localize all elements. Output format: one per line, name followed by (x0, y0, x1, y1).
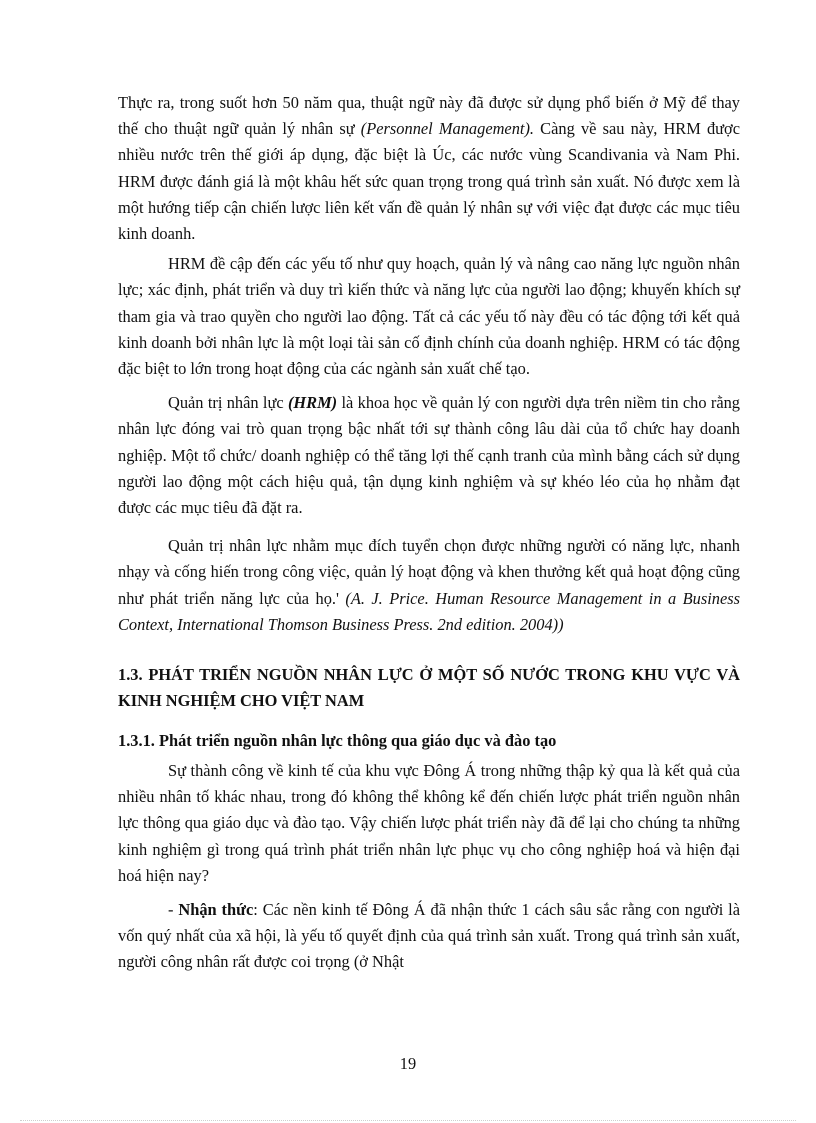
page-bottom-rule (20, 1120, 796, 1121)
subsection-heading: 1.3.1. Phát triển nguồn nhân lực thông qua giáo dục và đào tạo (118, 731, 557, 751)
document-page (118, 90, 740, 976)
paragraph-3-text-a: Quản trị nhân lực (168, 393, 288, 413)
paragraph-1-italic-term: (Personnel Management). (360, 119, 535, 139)
paragraph-2: HRM đề cập đến các yếu tố như quy hoạch, quản lý và nâng cao năng lực nguồn nhân lực; xác định, phát triển và duy trì kiến thức và năng lực của người lao động; khuyến khích sự tham gia và trao quyền cho người lao động. Tất cả các yếu tố này đều có tác động tới kết quả kinh doanh bởi nhân lực là một loại tài sản cố định chính của doanh nghiệp. HRM có tác động đặc biệt to lớn trong hoạt động của các ngành sản xuất chế tạo. (118, 254, 740, 379)
paragraph-3 (118, 390, 740, 521)
paragraph-4 (118, 533, 740, 638)
paragraph-4-citation: (A. J. Price. Human Resource Management in a Business Context, International Thomson Business Press. 2nd edition. 2004)) (118, 588, 740, 634)
paragraph-1-text-b: Càng về sau này, HRM được nhiều nước trên thế giới áp dụng, đặc biệt là Úc, các nước vùng Scandivania và Nam Phi. HRM được đánh giá là một khâu hết sức quan trọng trong quá trình sản xuất. Nó được xem là một hướng tiếp cận chiến lược liên kết vấn đề quản lý nhân sự với việc đạt được các mục tiêu kinh doanh. (118, 119, 740, 244)
paragraph-1-text-a: Thực ra, trong suốt hơn 50 năm qua, thuật ngữ này đã được sử dụng phổ biến ở Mỹ để thay thế cho thuật ngữ quản lý nhân sự (118, 93, 740, 139)
paragraph-6-text: : Các nền kinh tế Đông Á đã nhận thức 1 cách sâu sắc rằng con người là vốn quý nhất của xã hội, là yếu tố quyết định của quá trình sản xuất. Trong quá trình sản xuất, người công nhân rất được coi trọng (ở Nhật (118, 900, 740, 972)
paragraph-5: Sự thành công về kinh tế của khu vực Đông Á trong những thập kỷ qua là kết quả của nhiều nhân tố khác nhau, trong đó không thể không kể đến chiến lược phát triển nguồn nhân lực thông qua giáo dục và đào tạo. Vậy chiến lược phát triển này đã để lại cho chúng ta những kinh nghiệm gì trong quá trình phát triển nhân lực phục vụ cho công nghiệp hoá và hiện đại hoá hiện nay? (118, 761, 740, 885)
paragraph-6 (118, 897, 740, 976)
page-number: 19 (399, 1054, 417, 1073)
paragraph-3-text-b: là khoa học về quản lý con người dựa trên niềm tin cho rằng nhân lực đóng vai trò quan trọng bậc nhất tới sự thành công lâu dài của tổ chức hay doanh nghiệp. Một tổ chức/ doanh nghiệp có thể tăng lợi thế cạnh tranh của mình bằng cách sử dụng người lao động một cách hiệu quả, tận dụng kinh nghiệm và sự khéo léo của họ nhằm đạt được các mục tiêu đã đặt ra. (118, 393, 740, 518)
paragraph-6-bold-term: Nhận thức (178, 900, 254, 920)
section-heading: 1.3. PHÁT TRIỂN NGUỒN NHÂN LỰC Ở MỘT SỐ NƯỚC TRONG KHU VỰC VÀ KINH NGHIỆM CHO VIỆT NAM (118, 665, 740, 711)
paragraph-4-text: Quản trị nhân lực nhằm mục đích tuyển chọn được những người có năng lực, nhanh nhạy và cống hiến trong công việc, quản lý hoạt động và khen thưởng kết quả hoạt động cũng như phát triển năng lực của họ.' (118, 536, 740, 608)
paragraph-1 (118, 90, 740, 247)
paragraph-6-dash: - (168, 900, 179, 920)
paragraph-3-hrm-term: (HRM) (287, 393, 338, 413)
